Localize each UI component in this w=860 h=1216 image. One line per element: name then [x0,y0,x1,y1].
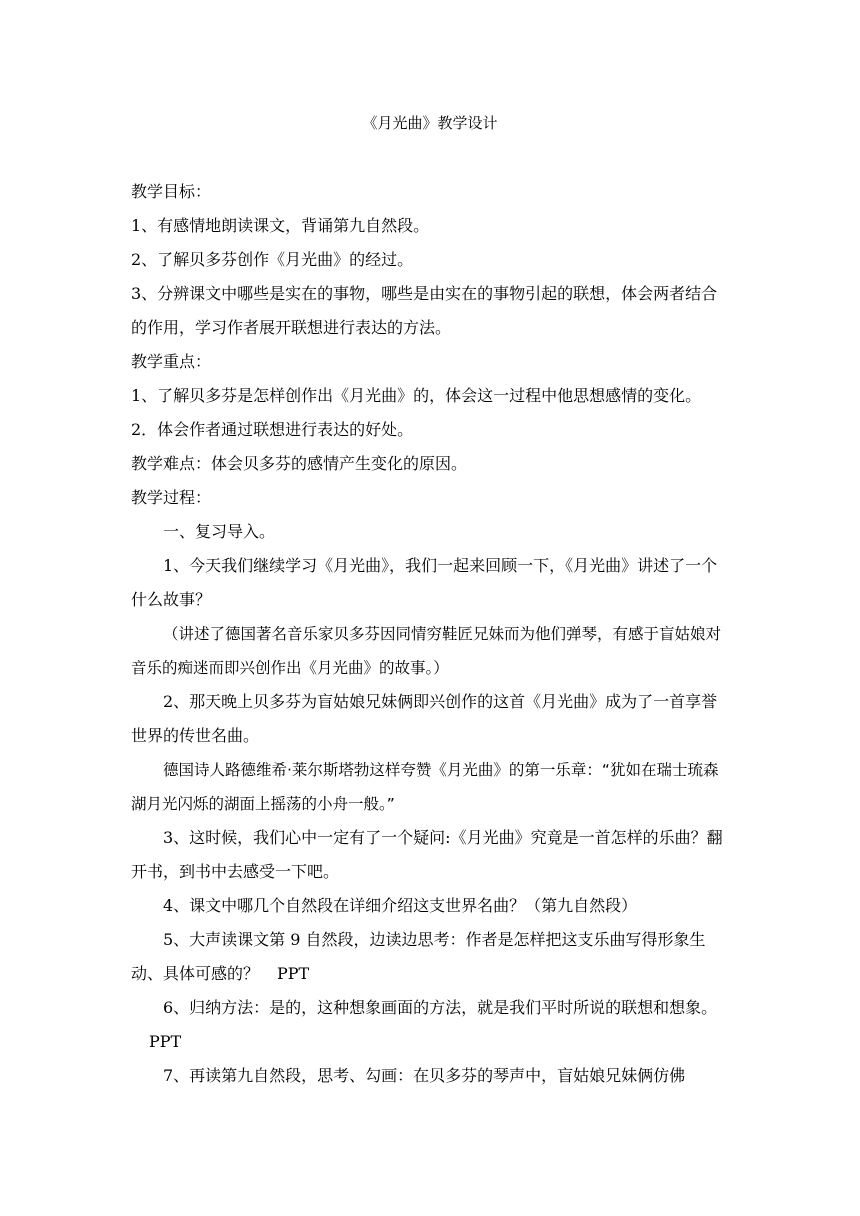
process-section-1: 一、复习导入。 [163,522,276,541]
key-points-heading: 教学重点： [131,352,212,371]
process-item-6-ppt: PPT [149,1032,182,1051]
process-item-1: 1、今天我们继续学习《月光曲》，我们一起来回顾一下，《月光曲》讲述了一个什么故事？ [131,556,718,609]
objectives-heading: 教学目标： [131,182,212,201]
document-body [131,175,731,1093]
process-item-5-ppt: PPT [277,964,310,983]
process-item-5-text: 5、大声读课文第 9 自然段，边读边思考：作者是怎样把这支乐曲写得形象生动、具体可感的？ [131,930,706,983]
process-quote: 德国诗人路德维希·莱尔斯塔勃这样夸赞《月光曲》的第一乐章：“犹如在瑞士琉森湖月光闪烁的湖面上摇荡的小舟一般。” [131,761,719,813]
key-point-2: 2．体会作者通过联想进行表达的好处。 [131,420,414,439]
objective-2: 2、了解贝多芬创作《月光曲》的经过。 [131,250,414,269]
difficulty: 教学难点：体会贝多芬的感情产生变化的原因。 [131,454,468,473]
key-point-1: 1、了解贝多芬是怎样创作出《月光曲》的，体会这一过程中他思想感情的变化。 [131,386,702,405]
process-heading: 教学过程： [131,488,212,507]
process-item-6 [131,991,731,1059]
process-item-5 [131,923,731,991]
document-title: 《月光曲》教学设计 [362,114,498,132]
process-item-3: 3、这时候，我们心中一定有了一个疑问:《月光曲》究竟是一首怎样的乐曲？翻开书，到书中去感受一下吧。 [131,828,723,881]
process-item-2: 2、那天晚上贝多芬为盲姑娘兄妹俩即兴创作的这首《月光曲》成为了一首享誉世界的传世名曲。 [131,692,718,745]
process-answer-1: （讲述了德国著名音乐家贝多芬因同情穷鞋匠兄妹而为他们弹琴，有感于盲姑娘对音乐的痴迷而即兴创作出《月光曲》的故事。） [131,625,722,677]
objective-3: 3、分辨课文中哪些是实在的事物，哪些是由实在的事物引起的联想，体会两者结合的作用，学习作者展开联想进行表达的方法。 [131,284,718,337]
process-item-6-text: 6、归纳方法：是的，这种想象画面的方法，就是我们平时所说的联想和想象。 [163,998,718,1017]
objective-1: 1、有感情地朗读课文，背诵第九自然段。 [131,216,430,235]
process-item-7: 7、再读第九自然段，思考、勾画：在贝多芬的琴声中，盲姑娘兄妹俩仿佛 [163,1066,686,1085]
process-item-4: 4、课文中哪几个自然段在详细介绍这支世界名曲？（第九自然段） [163,896,638,915]
